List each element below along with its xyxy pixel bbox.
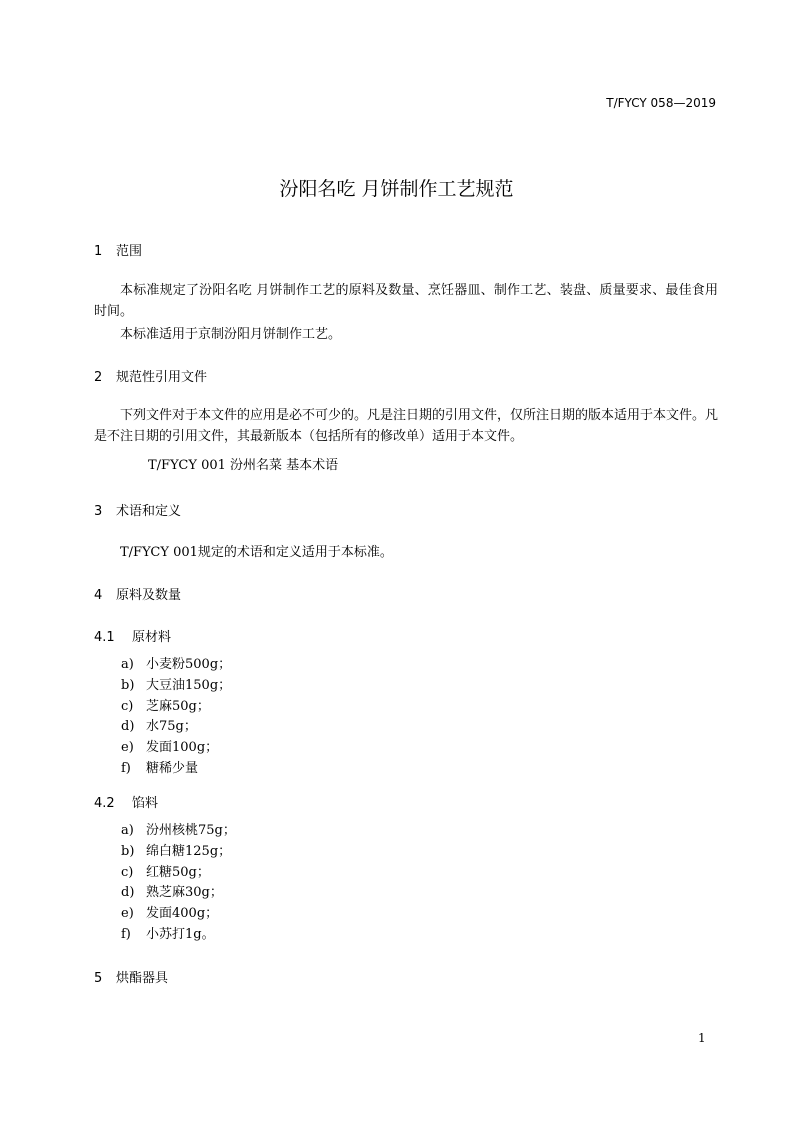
normative-reference-1: T/FYCY 001 汾州名菜 基本术语	[148, 458, 339, 473]
subsection-4-2-title: 馅料	[132, 796, 159, 811]
list-item	[121, 717, 231, 738]
list-item-text: 汾州核桃75g；	[146, 823, 236, 838]
section-1-paragraph-1: 本标准规定了汾阳名吃 月饼制作工艺的原料及数量、烹饪器皿、制作工艺、装盘、质量要求、最佳食用时间。	[94, 283, 718, 319]
list-item	[121, 883, 236, 904]
list-item	[121, 821, 236, 842]
list-marker: e)	[121, 740, 134, 756]
section-2-paragraph-1: 下列文件对于本文件的应用是必不可少的。凡是注日期的引用文件，仅所注日期的版本适用于本文件。凡是不注日期的引用文件，其最新版本（包括所有的修改单）适用于本文件。	[94, 408, 719, 444]
document-title: 汾阳名吃 月饼制作工艺规范	[279, 178, 514, 200]
section-2-heading	[94, 366, 207, 385]
section-1-paragraph-2: 本标准适用于京制汾阳月饼制作工艺。	[120, 327, 342, 342]
list-marker: d)	[121, 885, 135, 901]
section-5-title: 烘酯器具	[116, 971, 169, 986]
subsection-4-2-number: 4.2	[94, 796, 115, 811]
section-3-title: 术语和定义	[116, 504, 182, 519]
section-3-paragraph-1: T/FYCY 001规定的术语和定义适用于本标准。	[120, 545, 393, 560]
list-item-text: 红糖50g；	[146, 864, 210, 880]
filling-list	[121, 821, 236, 946]
page-number: 1	[698, 1031, 706, 1045]
section-3-number: 3	[94, 504, 103, 519]
subsection-4-1-number: 4.1	[94, 630, 115, 645]
section-4-heading	[94, 584, 181, 603]
list-item	[121, 655, 231, 676]
list-item-text: 发面400g；	[146, 906, 219, 922]
subsection-4-1-heading	[94, 626, 171, 645]
raw-materials-list	[121, 655, 231, 780]
section-5-heading	[94, 967, 168, 986]
list-item	[121, 738, 231, 759]
section-2-number: 2	[94, 370, 103, 385]
standard-code: T/FYCY 058—2019	[606, 96, 716, 110]
list-marker: b)	[121, 677, 135, 693]
list-item-text: 糖稀少量	[146, 760, 199, 776]
list-marker: b)	[121, 843, 135, 859]
list-item-text: 水75g；	[146, 719, 197, 735]
list-item	[121, 904, 236, 925]
subsection-4-1-title: 原材料	[132, 630, 172, 645]
list-item-text: 绵白糖125g；	[146, 843, 232, 859]
list-item-text: 芝麻50g；	[146, 698, 210, 714]
section-2-title: 规范性引用文件	[116, 370, 208, 385]
list-marker: a)	[121, 823, 134, 838]
list-item	[121, 863, 236, 884]
list-item-text: 大豆油150g；	[146, 677, 232, 693]
list-marker: c)	[121, 864, 134, 880]
list-item-text: 发面100g；	[146, 740, 219, 756]
list-item	[121, 925, 236, 946]
list-item	[121, 842, 236, 863]
section-1-heading	[94, 240, 142, 259]
list-marker: a)	[121, 657, 134, 672]
list-item-text: 小麦粉500g；	[146, 657, 232, 672]
section-1-title: 范围	[116, 244, 143, 259]
list-marker: f)	[121, 760, 131, 776]
list-item	[121, 697, 231, 718]
list-marker: d)	[121, 719, 135, 735]
section-1-number: 1	[94, 244, 103, 259]
list-marker: c)	[121, 698, 134, 714]
section-4-title: 原料及数量	[116, 588, 182, 603]
section-3-heading	[94, 500, 181, 519]
section-4-number: 4	[94, 588, 103, 603]
list-item-text: 小苏打1g。	[146, 926, 215, 942]
list-item	[121, 676, 231, 697]
list-item	[121, 759, 231, 780]
subsection-4-2-heading	[94, 792, 158, 811]
list-item-text: 熟芝麻30g；	[146, 885, 223, 901]
section-5-number: 5	[94, 971, 103, 986]
list-marker: e)	[121, 906, 134, 922]
list-marker: f)	[121, 926, 131, 942]
